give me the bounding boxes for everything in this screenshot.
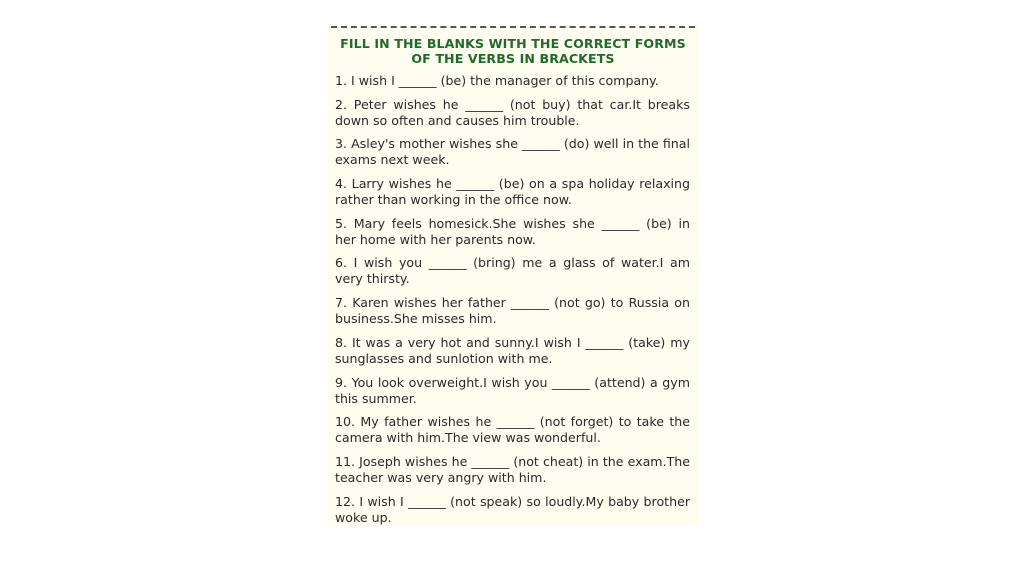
exercise-item-3: 3. Asley's mother wishes she ______ (do) well in the final exams next week.	[335, 136, 690, 168]
title-line-1: FILL IN THE BLANKS WITH THE CORRECT FORMS	[340, 36, 686, 51]
exercise-item-5: 5. Mary feels homesick.She wishes she ______ (be) in her home with her parents now.	[335, 215, 690, 247]
exercise-item-4: 4. Larry wishes he ______ (be) on a spa holiday relaxing rather than working in the office now.	[335, 176, 690, 208]
title-line-2: OF THE VERBS IN BRACKETS	[411, 51, 615, 66]
worksheet	[327, 26, 699, 526]
exercise-list	[335, 73, 690, 533]
exercise-item-10: 10. My father wishes he ______ (not forget) to take the camera with him.The view was wonderful.	[335, 414, 690, 446]
exercise-item-11: 11. Joseph wishes he ______ (not cheat) in the exam.The teacher was very angry with him.	[335, 453, 690, 485]
exercise-item-6: 6. I wish you ______ (bring) me a glass of water.I am very thirsty.	[335, 255, 690, 287]
exercise-item-9: 9. You look overweight.I wish you ______ (attend) a gym this summer.	[335, 374, 690, 406]
top-dashed-rule	[331, 26, 695, 28]
exercise-item-7: 7. Karen wishes her father ______ (not go) to Russia on business.She misses him.	[335, 295, 690, 327]
exercise-item-8: 8. It was a very hot and sunny.I wish I ______ (take) my sunglasses and sunlotion with me.	[335, 334, 690, 366]
exercise-item-2: 2. Peter wishes he ______ (not buy) that car.It breaks down so often and causes him trouble.	[335, 96, 690, 128]
exercise-item-1: 1. I wish I ______ (be) the manager of this company.	[335, 73, 659, 88]
exercise-item-12: 12. I wish I ______ (not speak) so loudly.My baby brother woke up.	[335, 493, 690, 525]
worksheet-title	[327, 36, 699, 66]
